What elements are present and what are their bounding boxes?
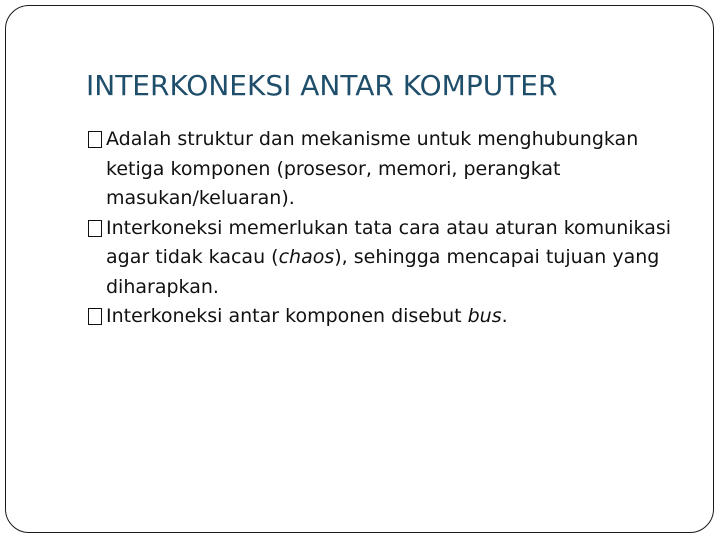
bullet-text-part: Interkoneksi antar komponen disebut [106, 305, 468, 327]
bullet-text-emphasis: chaos [278, 246, 335, 268]
slide-title: INTERKONEKSI ANTAR KOMPUTER [86, 69, 558, 102]
bullet-text-part: ), sehingga mencapai tujuan yang diharapkan. [106, 246, 660, 298]
bullet-marker-icon [88, 220, 102, 237]
bullet-list [88, 125, 698, 332]
bullet-text-emphasis: bus [467, 305, 502, 327]
bullet-text [106, 305, 508, 327]
bullet-item [88, 302, 698, 332]
bullet-marker-icon [88, 131, 102, 148]
bullet-marker-icon [88, 308, 102, 325]
slide-frame [5, 5, 714, 533]
bullet-text-part: Interkoneksi memerlukan tata cara atau aturan komunikasi agar tidak kacau ( [106, 216, 672, 268]
bullet-item [88, 214, 698, 303]
bullet-text [106, 217, 671, 298]
bullet-text-part: . [501, 305, 508, 327]
bullet-item [88, 125, 698, 214]
bullet-text: Adalah struktur dan mekanisme untuk menghubungkan ketiga komponen (prosesor, memori, perangkat masukan/keluaran). [106, 128, 639, 209]
